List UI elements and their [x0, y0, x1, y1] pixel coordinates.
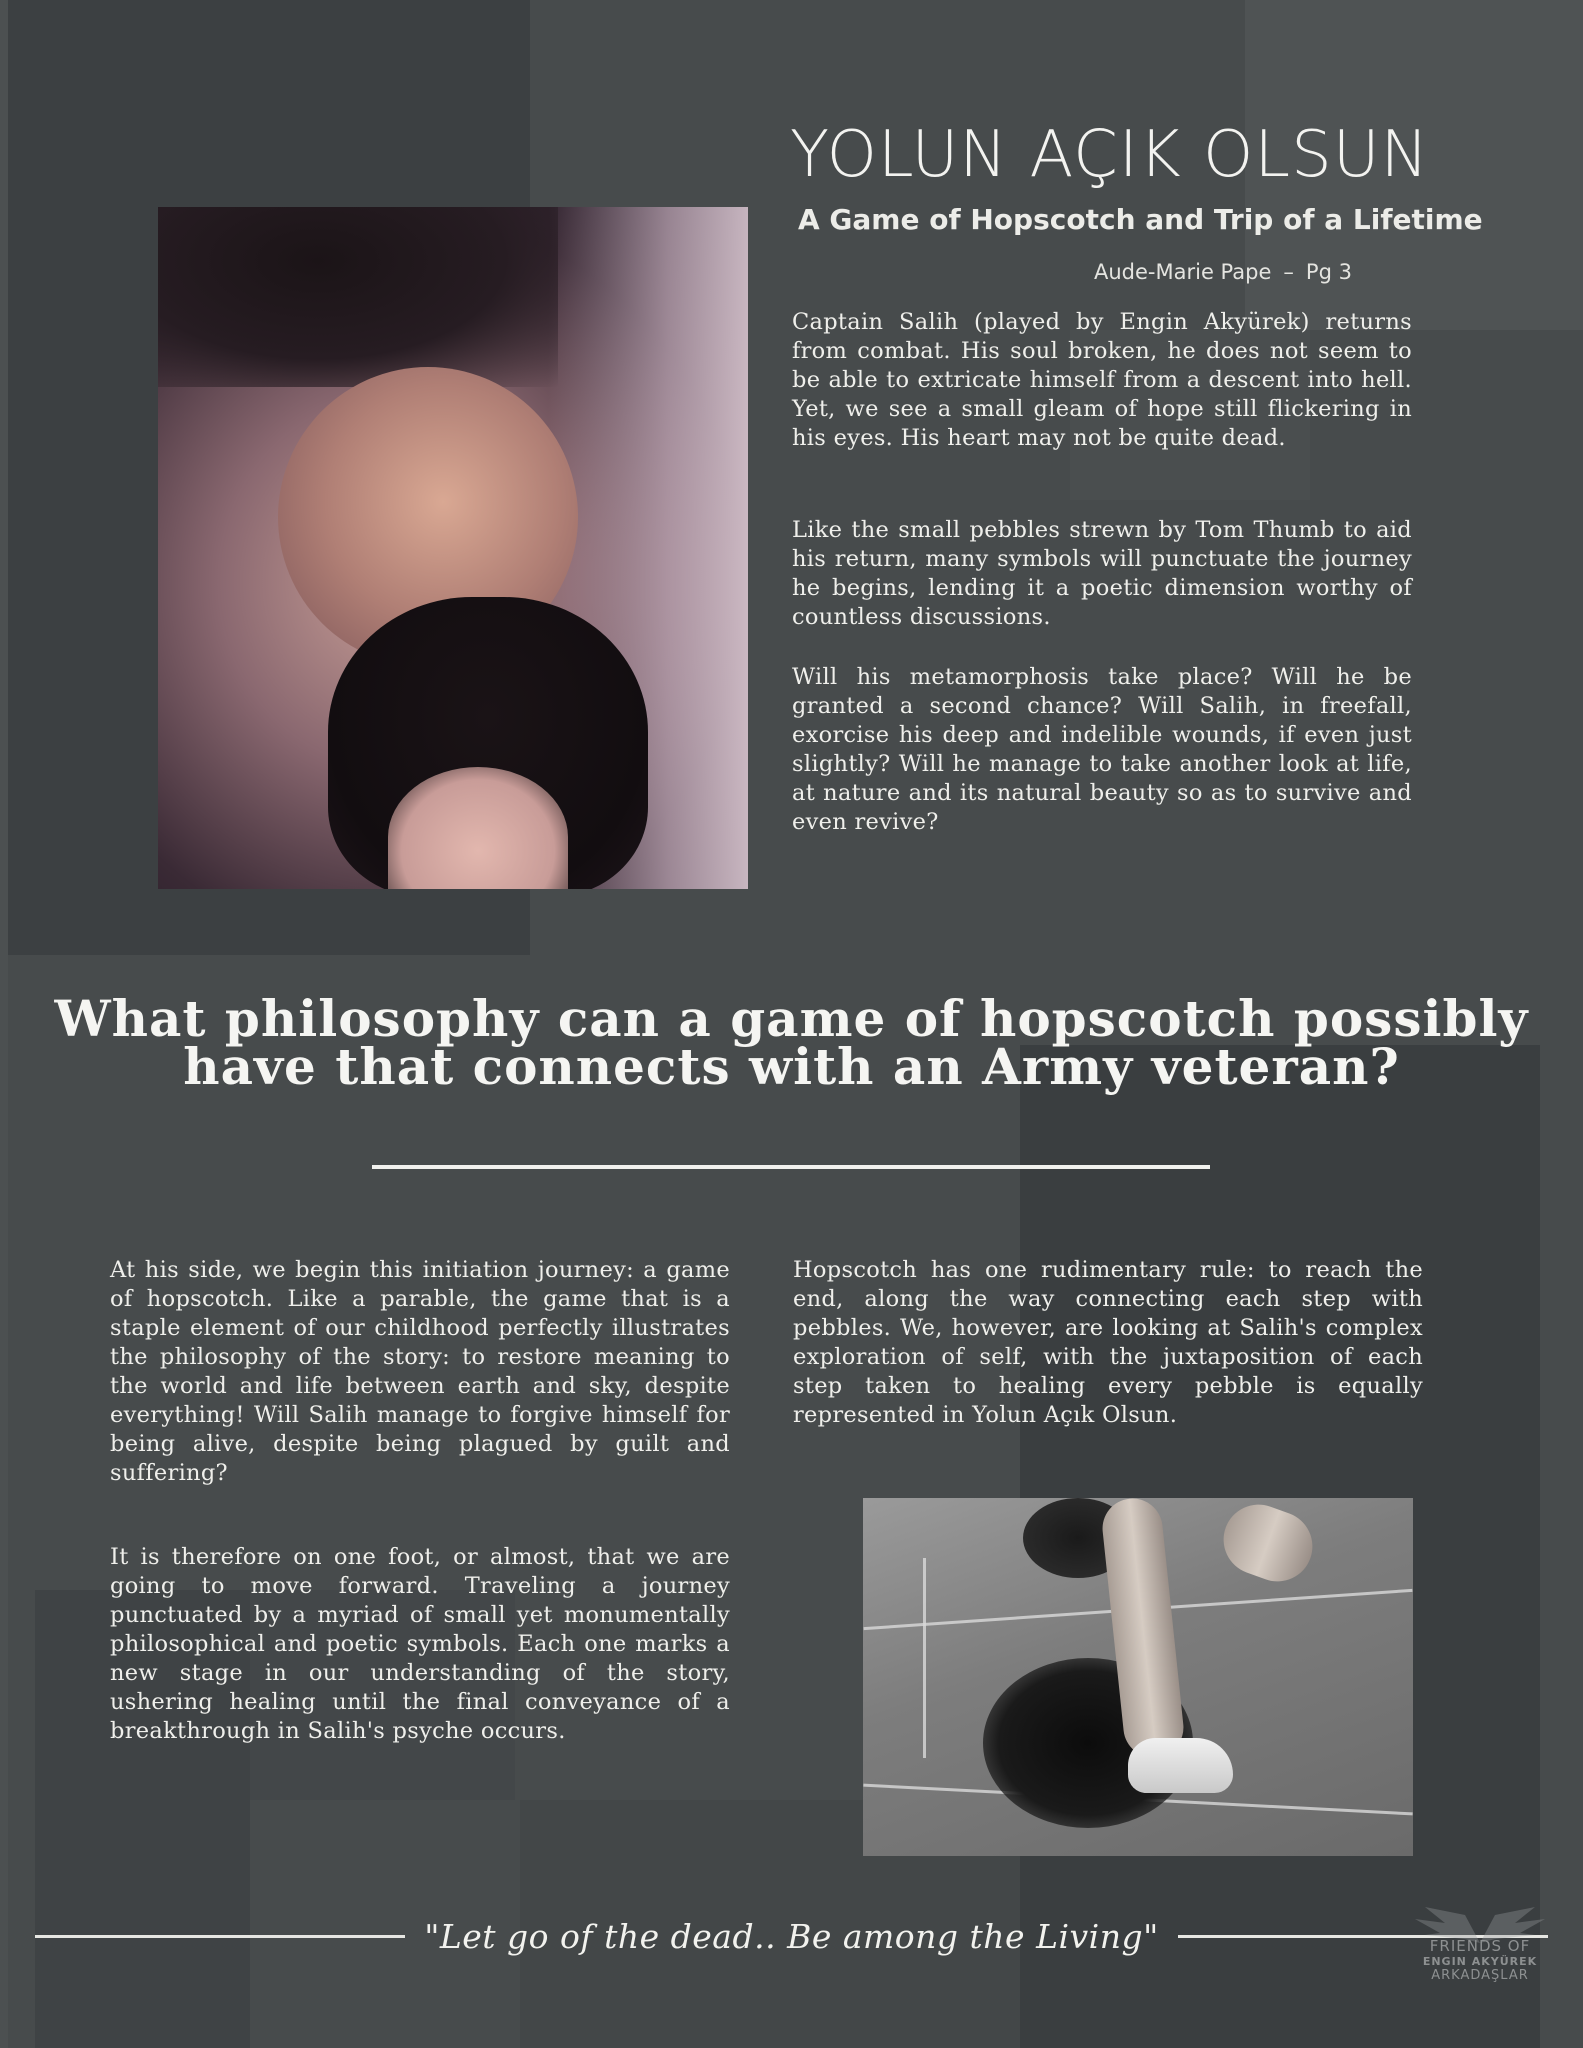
intro-paragraph-2: Like the small pebbles strewn by Tom Thumb to aid his return, many symbols will punctuate the journey he begins, lending it a poetic dimension worthy of countless discussions. — [792, 517, 1412, 630]
page-title: YOLUN AÇIK OLSUN — [790, 118, 1430, 192]
knee — [1214, 1498, 1323, 1591]
author-name: Aude-Marie Pape — [1094, 260, 1272, 284]
page-number: Pg 3 — [1305, 260, 1352, 284]
logo-line-3: ARKADAŞLAR — [1431, 1968, 1529, 1983]
portrait-photo — [158, 207, 748, 889]
footer-quote: "Let go of the dead.. Be among the Living" — [424, 1917, 1159, 1956]
logo-line-2: ENGIN AKYÜREK — [1422, 1955, 1538, 1968]
intro-paragraph-1: Captain Salih (played by Engin Akyürek) returns from combat. His soul broken, he does not seem to be able to extricate himself from a descent into hell. Yet, we see a small gleam of hope still flickering in his eyes. His heart may not be quite dead. — [792, 309, 1412, 451]
section-question — [40, 989, 1543, 1096]
byline-separator: – — [1283, 260, 1294, 284]
byline — [1088, 260, 1358, 284]
body-left-paragraph-1: At his side, we begin this initiation journey: a game of hopscotch. Like a parable, the game that is a staple element of our childhood perfectly illustrates the philosophy of the story: to restore meaning to the world and life between earth and sky, despite everything! Will Salih manage to forgive himself for being alive, despite being plagued by guilt and suffering? — [110, 1257, 730, 1486]
quote-rule-left — [35, 1935, 405, 1938]
sneaker — [1128, 1738, 1233, 1793]
page-subtitle: A Game of Hopscotch and Trip of a Lifetime — [798, 203, 1483, 236]
body-right-paragraph: Hopscotch has one rudimentary rule: to reach the end, along the way connecting each step with pebbles. We, however, are looking at Salih's complex exploration of self, with the juxtaposition of each step taken to healing every pebble is equally represented in Yolun Açık Olsun. — [793, 1257, 1423, 1428]
logo-line-1: FRIENDS OF — [1429, 1937, 1531, 1955]
hopscotch-photo — [863, 1498, 1413, 1856]
question-line-1: What philosophy can a game of hopscotch possibly — [54, 989, 1529, 1048]
question-line-2: have that connects with an Army veteran? — [183, 1037, 1400, 1096]
section-divider — [372, 1165, 1210, 1169]
body-left-paragraph-2: It is therefore on one foot, or almost, that we are going to move forward. Traveling a journey punctuated by a myriad of small yet monumentally philosophical and poetic symbols. Each one marks a new stage in our understanding of the story, ushering healing until the final conveyance of a breakthrough in Salih's psyche occurs. — [110, 1544, 730, 1744]
portrait-hair — [158, 207, 558, 387]
friends-logo — [1405, 1905, 1555, 1983]
intro-paragraph-3: Will his metamorphosis take place? Will he be granted a second chance? Will Salih, in freefall, exorcise his deep and indelible wounds, if even just slightly? Will he manage to take another look at life, at nature and its natural beauty so as to survive and even revive? — [792, 664, 1412, 835]
chalk-line — [923, 1558, 926, 1758]
background-strip — [0, 0, 8, 2048]
